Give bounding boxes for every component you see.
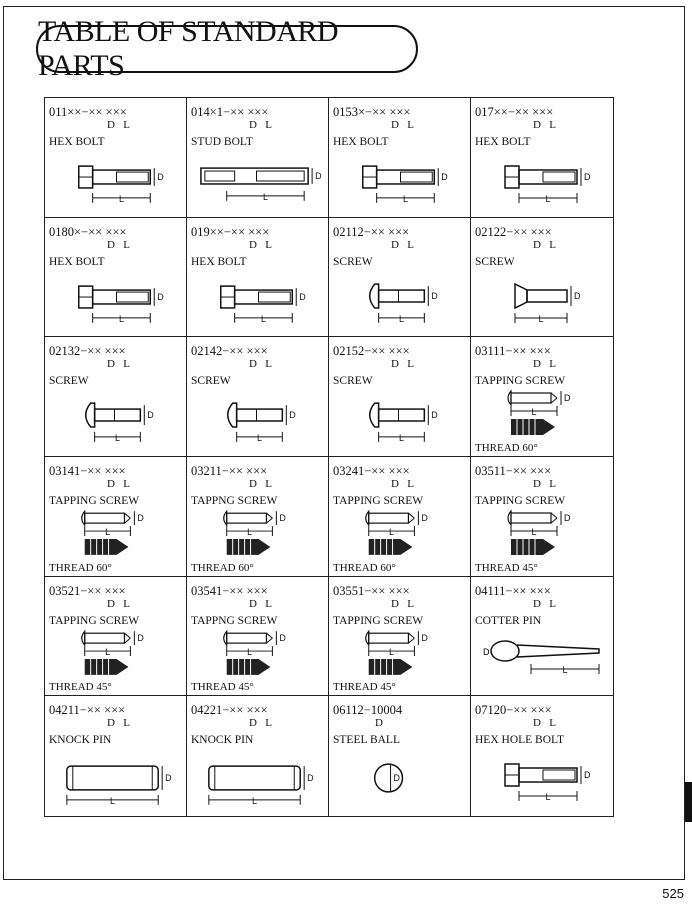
flat-screw-icon <box>471 266 613 336</box>
svg-text:L: L <box>105 527 111 538</box>
part-cell <box>187 577 329 697</box>
flange-bolt-icon <box>329 146 470 216</box>
part-code: 014×1−×× ××× <box>191 105 269 119</box>
part-code: 06112−10004 <box>333 703 403 718</box>
part-dl-labels: D L <box>391 238 414 251</box>
part-name: COTTER PIN <box>475 614 542 627</box>
flange-bolt-small-icon <box>45 266 186 336</box>
svg-text:L: L <box>247 527 253 538</box>
part-cell <box>329 577 471 697</box>
part-code: 03211−×× ××× <box>191 463 268 478</box>
svg-text:D: D <box>441 172 448 183</box>
part-cell <box>45 696 187 816</box>
svg-text:D: D <box>307 773 314 784</box>
part-dl-labels: D L <box>249 717 272 730</box>
part-name: TAPPING SCREW <box>333 494 424 507</box>
thread-label: THREAD 45° <box>333 681 396 694</box>
part-dl-labels: D L <box>249 238 272 251</box>
svg-text:L: L <box>105 646 111 657</box>
part-code: 02112−×× ××× <box>333 224 410 239</box>
svg-text:D: D <box>137 513 144 524</box>
svg-text:L: L <box>399 313 404 324</box>
part-cell <box>187 218 329 338</box>
part-code: 02122−×× ××× <box>475 224 552 239</box>
svg-text:D: D <box>289 410 296 421</box>
svg-text:L: L <box>399 433 404 444</box>
part-dl-labels: D L <box>107 597 130 610</box>
thread-label: THREAD 60° <box>49 561 112 574</box>
part-name: HEX BOLT <box>333 136 389 148</box>
part-name: SCREW <box>191 375 231 388</box>
part-cell <box>187 696 329 816</box>
svg-text:L: L <box>262 191 268 202</box>
thread-label: THREAD 60° <box>333 561 396 574</box>
thread-label: THREAD 45° <box>475 561 538 574</box>
part-dl-labels: D L <box>107 119 130 131</box>
part-dl-labels: D L <box>533 119 556 131</box>
svg-text:D: D <box>279 513 286 524</box>
part-name: KNOCK PIN <box>49 734 112 747</box>
pan-screw-icon <box>329 266 470 336</box>
part-name: KNOCK PIN <box>191 734 254 747</box>
part-cell <box>471 457 613 577</box>
part-cell <box>471 577 613 697</box>
part-code: 03541−×× ××× <box>191 583 268 598</box>
svg-text:L: L <box>562 664 568 675</box>
svg-text:L: L <box>115 433 120 444</box>
svg-text:L: L <box>260 313 266 324</box>
part-dl-labels: D <box>375 717 383 730</box>
part-name: SCREW <box>49 375 89 388</box>
svg-text:L: L <box>538 313 544 324</box>
part-dl-labels: D L <box>107 238 130 251</box>
part-cell <box>329 457 471 577</box>
steel-ball-icon <box>329 744 470 814</box>
part-code: 0180×−×× ××× <box>49 224 127 239</box>
svg-text:D: D <box>147 410 154 421</box>
part-code: 017××−×× ××× <box>475 105 554 119</box>
part-name: HEX HOLE BOLT <box>475 734 565 747</box>
svg-text:D: D <box>564 393 571 404</box>
thread-label: THREAD 45° <box>191 681 254 694</box>
svg-text:L: L <box>531 407 537 418</box>
part-dl-labels: D L <box>107 717 130 730</box>
svg-text:L: L <box>545 792 551 803</box>
round-screw-icon <box>187 385 328 455</box>
part-name: TAPPING SCREW <box>475 494 566 507</box>
part-code: 03511−×× ××× <box>475 463 552 478</box>
svg-text:D: D <box>315 171 322 182</box>
part-dl-labels: D L <box>391 358 414 371</box>
part-code: 0153×−×× ××× <box>333 105 411 119</box>
svg-text:L: L <box>389 527 395 538</box>
part-name: HEX BOLT <box>191 255 247 268</box>
part-cell <box>471 337 613 457</box>
part-code: 04211−×× ××× <box>49 703 126 718</box>
part-dl-labels: D L <box>391 119 414 131</box>
part-code: 03111−×× ××× <box>475 344 551 359</box>
svg-text:D: D <box>157 172 164 183</box>
svg-text:L: L <box>247 646 253 657</box>
part-name: TAPPING SCREW <box>333 614 424 627</box>
part-cell <box>187 337 329 457</box>
part-code: 019××−×× ××× <box>191 224 270 239</box>
svg-text:L: L <box>118 193 124 204</box>
part-cell <box>45 337 187 457</box>
part-code: 02132−×× ××× <box>49 344 126 359</box>
part-code: 03551−×× ××× <box>333 583 410 598</box>
part-name: TAPPNG SCREW <box>191 494 278 507</box>
part-dl-labels: D L <box>249 358 272 371</box>
hex-bolt-small-icon <box>187 266 328 336</box>
part-cell <box>329 98 471 218</box>
hex-bolt-icon <box>45 146 186 216</box>
part-code: 03241−×× ××× <box>333 463 410 478</box>
part-cell <box>329 337 471 457</box>
svg-text:D: D <box>165 773 172 784</box>
knock-pin-icon <box>45 744 186 814</box>
thread-label: THREAD 60° <box>191 561 254 574</box>
part-cell <box>471 98 613 218</box>
part-name: SCREW <box>475 255 515 268</box>
hex-hole-bolt-icon <box>471 744 613 814</box>
part-name: HEX BOLT <box>475 136 531 148</box>
part-name: SCREW <box>333 255 373 268</box>
part-cell <box>45 218 187 338</box>
part-code: 011××−×× ××× <box>49 105 127 119</box>
svg-text:L: L <box>118 313 124 324</box>
part-cell <box>187 457 329 577</box>
part-name: STUD BOLT <box>191 136 253 148</box>
part-name: TAPPING SCREW <box>49 614 140 627</box>
part-code: 07120−×× ××× <box>475 703 552 718</box>
part-code: 04111−×× ××× <box>475 583 551 598</box>
thread-label: THREAD 45° <box>49 681 112 694</box>
svg-text:D: D <box>584 172 591 182</box>
part-dl-labels: D L <box>249 597 272 610</box>
truss-screw-icon <box>329 385 470 455</box>
svg-text:D: D <box>431 290 438 301</box>
svg-text:L: L <box>257 433 262 444</box>
part-name: TAPPING SCREW <box>49 494 140 507</box>
part-code: 02142−×× ××× <box>191 344 268 359</box>
svg-text:D: D <box>393 773 400 784</box>
part-name: TAPPING SCREW <box>475 375 566 388</box>
part-code: 03521−×× ××× <box>49 583 126 598</box>
svg-text:D: D <box>421 513 428 524</box>
svg-text:L: L <box>402 193 408 204</box>
part-name: HEX BOLT <box>49 136 105 148</box>
svg-text:D: D <box>299 291 306 302</box>
title-banner <box>36 15 418 82</box>
part-dl-labels: D L <box>533 717 556 730</box>
svg-text:L: L <box>389 646 395 657</box>
part-cell <box>471 218 613 338</box>
svg-text:D: D <box>421 632 428 643</box>
part-dl-labels: D L <box>107 477 130 490</box>
parts-table <box>44 97 614 817</box>
part-dl-labels: D L <box>391 477 414 490</box>
part-dl-labels: D L <box>107 358 130 371</box>
page-number: 525 <box>662 886 684 901</box>
svg-text:D: D <box>157 291 164 302</box>
svg-text:L: L <box>110 796 116 807</box>
part-dl-labels: D L <box>533 597 556 610</box>
part-cell <box>45 98 187 218</box>
part-code: 04221−×× ××× <box>191 703 268 718</box>
oval-screw-icon <box>45 385 186 455</box>
thread-label: THREAD 60° <box>475 441 538 454</box>
part-dl-labels: D L <box>249 119 272 131</box>
part-dl-labels: D L <box>533 358 556 371</box>
part-cell <box>471 696 613 816</box>
part-dl-labels: D L <box>533 477 556 490</box>
svg-text:D: D <box>431 410 438 421</box>
knock-pin-flat-icon <box>187 744 328 814</box>
page-title: TABLE OF STANDARD PARTS <box>38 15 339 82</box>
part-name: SCREW <box>333 375 373 388</box>
part-dl-labels: D L <box>391 597 414 610</box>
part-cell <box>45 457 187 577</box>
svg-text:L: L <box>531 526 537 537</box>
part-dl-labels: D L <box>249 477 272 490</box>
part-dl-labels: D L <box>533 238 556 251</box>
svg-text:L: L <box>252 796 258 807</box>
part-cell <box>187 98 329 218</box>
svg-text:D: D <box>483 646 490 657</box>
svg-text:D: D <box>137 632 144 643</box>
flange-bolt-short-icon <box>471 146 613 216</box>
svg-text:D: D <box>564 512 571 523</box>
svg-text:L: L <box>545 194 551 204</box>
svg-text:D: D <box>574 290 581 301</box>
stud-bolt-icon <box>187 146 328 216</box>
cotter-pin-icon <box>471 625 613 695</box>
part-name: TAPPNG SCREW <box>191 614 278 627</box>
part-code: 02152−×× ××× <box>333 344 410 359</box>
side-tab <box>685 782 692 822</box>
svg-text:D: D <box>584 770 591 781</box>
part-cell <box>45 577 187 697</box>
part-name: STEEL BALL <box>333 734 400 747</box>
svg-text:D: D <box>279 632 286 643</box>
part-code: 03141−×× ××× <box>49 463 126 478</box>
part-cell <box>329 218 471 338</box>
part-cell <box>329 696 471 816</box>
part-name: HEX BOLT <box>49 255 105 268</box>
